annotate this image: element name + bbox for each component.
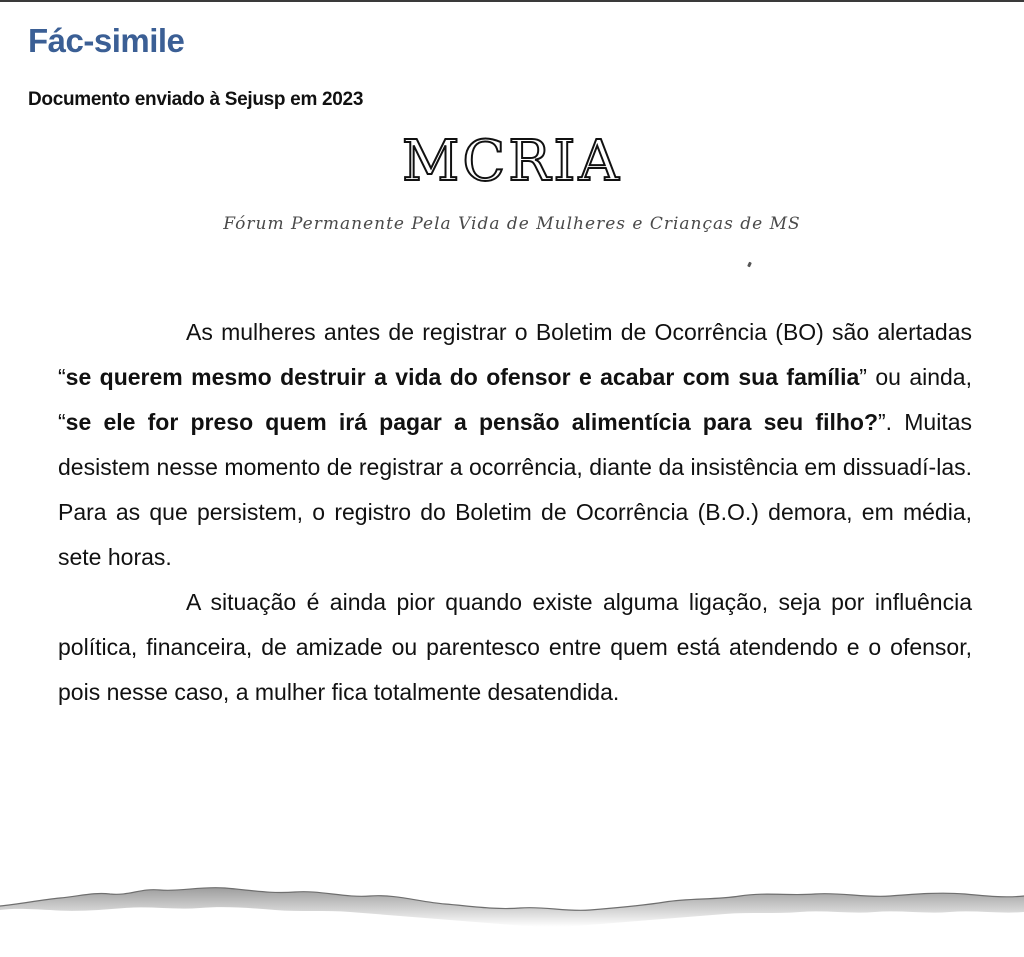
- mcria-logo: MCRIA: [402, 129, 622, 194]
- paragraph-1-text-2: ” ou ainda, “: [58, 364, 972, 435]
- torn-paper-edge: [0, 872, 1024, 932]
- paragraph-2: A situação é ainda pior quando existe alguma ligação, seja por influência política, financeira, de amizade ou parentesco entre quem está atendendo e o ofensor, pois nesse caso, a mulher fica totalmente desatendida.: [58, 589, 972, 705]
- organization-name: Fórum Permanente Pela Vida de Mulheres e Crianças de MS: [223, 214, 801, 234]
- document-subtitle: Documento enviado à Sejusp em 2023: [28, 89, 364, 110]
- document-body: [58, 310, 972, 715]
- top-rule: [0, 0, 1024, 2]
- scan-speck: [747, 262, 752, 268]
- paragraph-1: [58, 310, 972, 580]
- paragraph-1-text-3: ”. Muitas desistem nesse momento de registrar a ocorrência, diante da insistência em dissuadí-las. Para as que persistem, o registro do Boletim de Ocorrência (B.O.) demora, em média, sete horas.: [58, 409, 973, 570]
- paragraph-1-bold-quote-2: se ele for preso quem irá pagar a pensão alimentícia para seu filho?: [65, 409, 879, 435]
- facsimile-label: Fác-simile: [28, 22, 185, 59]
- paragraph-1-bold-quote-1: se querem mesmo destruir a vida do ofensor e acabar com sua família: [65, 364, 860, 390]
- paragraph-1-text-1: As mulheres antes de registrar o Boletim de Ocorrência (BO) são alertadas “: [58, 319, 972, 390]
